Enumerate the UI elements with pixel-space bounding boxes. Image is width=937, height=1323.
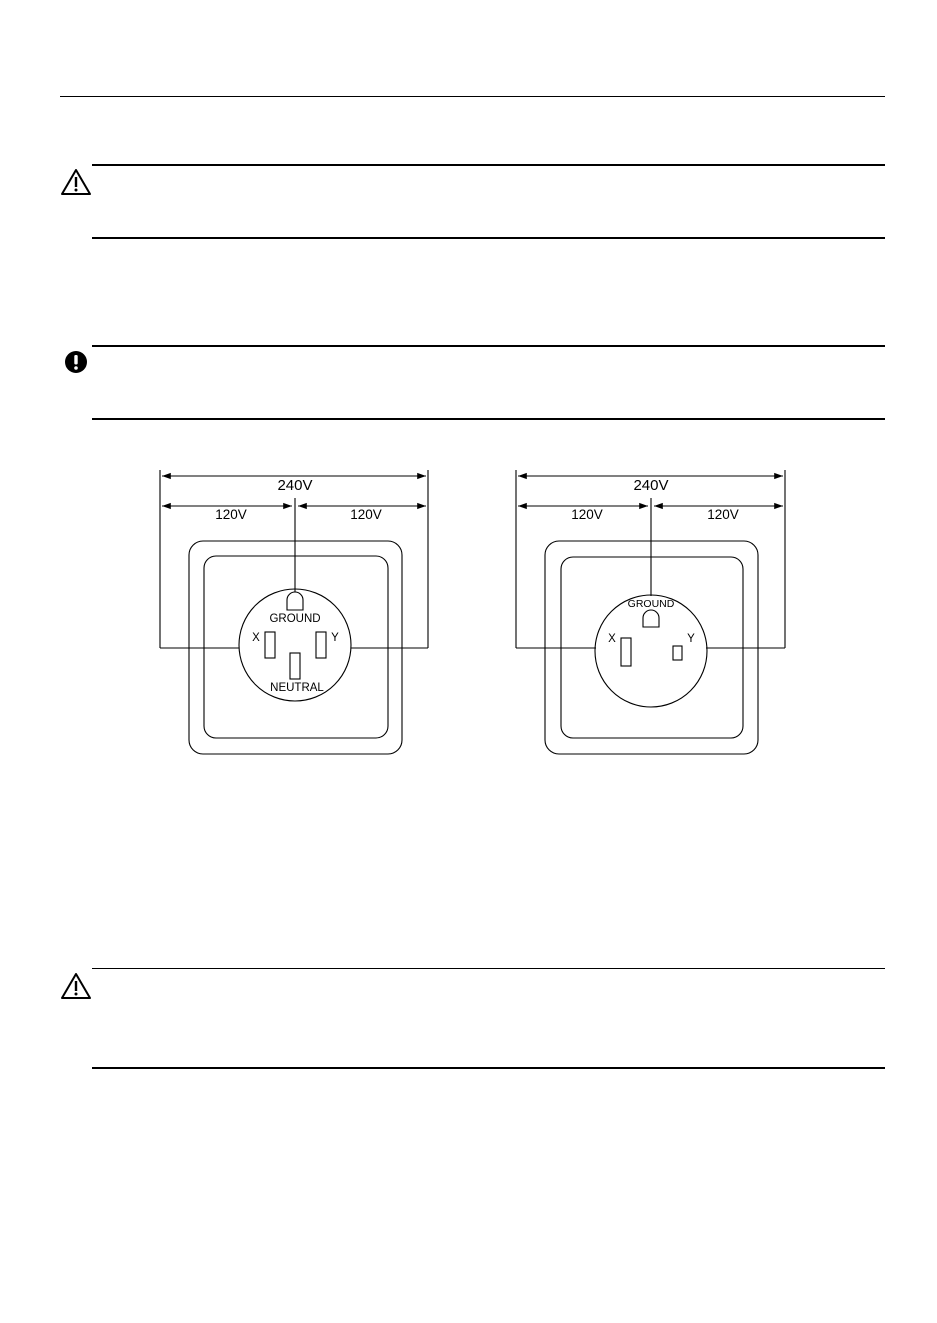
neutral-label: NEUTRAL <box>270 682 324 694</box>
left-voltage-label: 120V <box>215 507 247 522</box>
x-terminal-label: X <box>608 633 616 645</box>
right-voltage-label: 120V <box>350 507 382 522</box>
y-terminal-label: Y <box>331 632 339 644</box>
left-voltage-label: 120V <box>571 507 603 522</box>
x-terminal-label: X <box>252 632 260 644</box>
four-prong-outlet <box>160 470 428 754</box>
ground-label: GROUND <box>627 598 675 610</box>
right-voltage-label: 120V <box>707 507 739 522</box>
y-terminal-label: Y <box>687 633 695 645</box>
total-voltage-label: 240V <box>633 477 669 494</box>
total-voltage-label: 240V <box>277 477 313 494</box>
three-prong-outlet <box>516 470 785 754</box>
ground-label: GROUND <box>269 613 321 625</box>
